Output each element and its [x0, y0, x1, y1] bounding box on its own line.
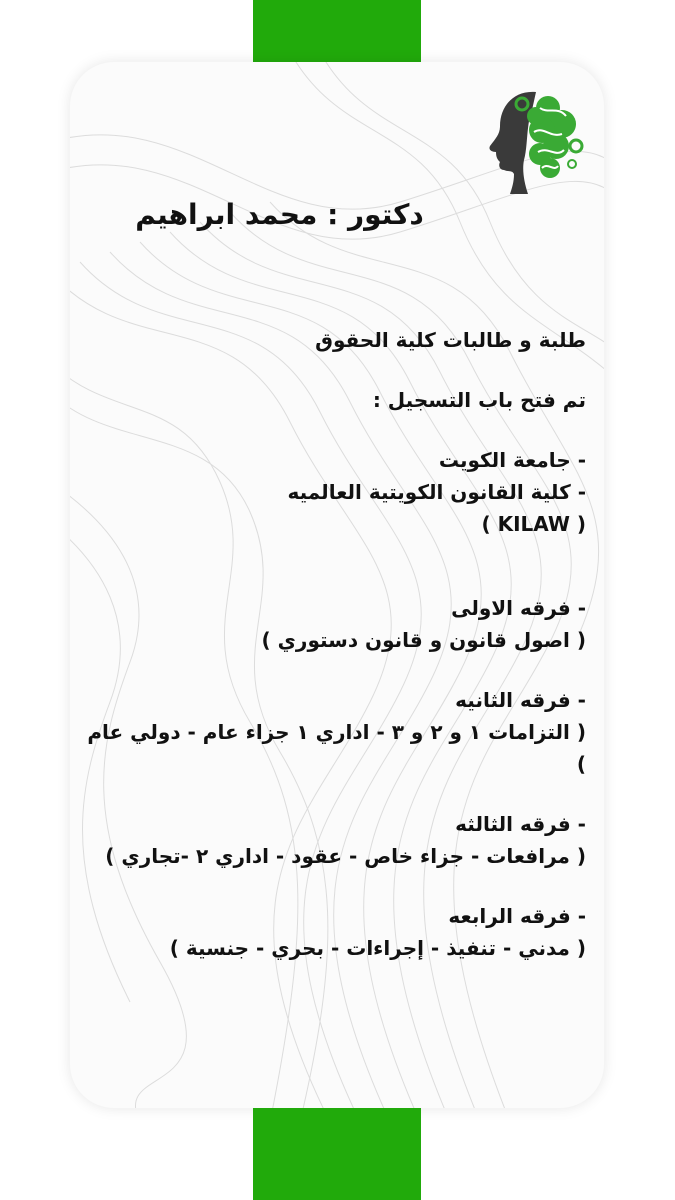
announcement-body — [76, 324, 586, 964]
top-accent-bar — [253, 0, 421, 62]
level-subjects: ( التزامات ١ و ٢ و ٣ - اداري ١ جزاء عام - دولي عام ) — [87, 720, 586, 776]
bottom-accent-bar — [253, 1108, 421, 1200]
level-label: - فرقه الثالثه — [455, 812, 586, 836]
university-item: - كلية القانون الكويتية العالميه — [287, 480, 586, 504]
level-subjects: ( اصول قانون و قانون دستوري ) — [261, 628, 586, 652]
level-label: - فرقه الرابعه — [448, 904, 586, 928]
greeting-line: طلبة و طالبات كلية الحقوق — [315, 328, 586, 352]
level-label: - فرقه الثانيه — [455, 688, 586, 712]
doctor-title: دكتور : محمد ابراهيم — [135, 198, 424, 231]
level-subjects: ( مرافعات - جزاء خاص - عقود - اداري ٢ -تجاري ) — [105, 844, 586, 868]
announcement-card — [70, 62, 604, 1108]
level-label: - فرقه الاولى — [451, 596, 586, 620]
university-item: ( KILAW ) — [481, 512, 586, 536]
university-item: - جامعة الكويت — [438, 448, 586, 472]
head-brain-gears-icon — [478, 86, 588, 196]
registration-line: تم فتح باب التسجيل : — [372, 388, 586, 412]
level-subjects: ( مدني - تنفيذ - إجراءات - بحري - جنسية ) — [169, 936, 586, 960]
